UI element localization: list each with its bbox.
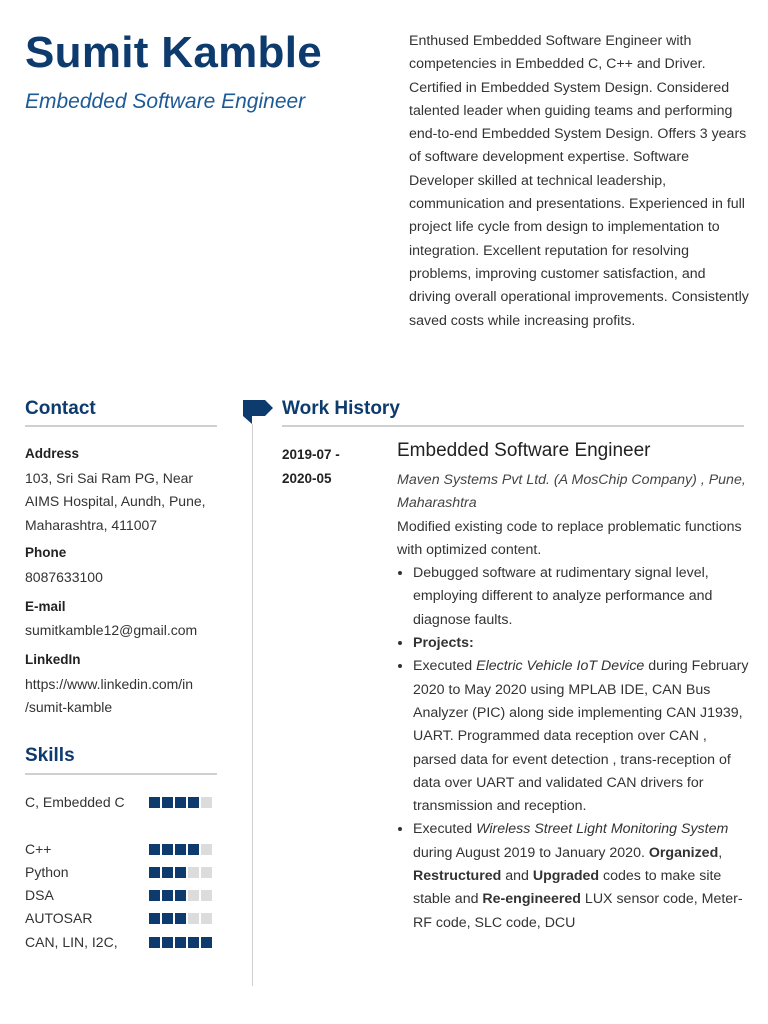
- phone-label: Phone: [25, 545, 67, 560]
- skill-level-bar: [149, 937, 212, 948]
- email-link[interactable]: sumitkamble12@gmail.com: [25, 622, 198, 638]
- skill-level-filled: [162, 937, 173, 948]
- skill-level-bar: [149, 913, 212, 924]
- skill-level-filled: [188, 937, 199, 948]
- skill-level-filled: [175, 797, 186, 808]
- skill-level-empty: [201, 844, 212, 855]
- phone-value[interactable]: 8087633100: [25, 569, 103, 585]
- project-text: Executed: [413, 658, 477, 675]
- skill-name: C, Embedded C: [25, 794, 125, 810]
- skill-level-filled: [175, 937, 186, 948]
- skill-level-filled: [201, 937, 212, 948]
- skill-level-filled: [149, 913, 160, 924]
- skills-heading: Skills: [25, 745, 75, 766]
- skill-level-bar: [149, 867, 212, 878]
- candidate-title: Embedded Software Engineer: [25, 90, 306, 113]
- list-item: [413, 818, 749, 934]
- bold-term: Upgraded: [532, 868, 600, 885]
- linkedin-url-line1: https://www.linkedin.com/in: [25, 676, 194, 692]
- timeline-line: [252, 424, 253, 986]
- project-text: LUX sensor code, Meter-RF code, SLC code, DCU: [413, 891, 743, 931]
- skill-level-empty: [188, 867, 199, 878]
- skill-level-empty: [188, 890, 199, 901]
- project-text: during August 2019 to January 2020.: [413, 844, 649, 861]
- skill-level-empty: [201, 797, 212, 808]
- section-flag-icon: [243, 400, 273, 434]
- skill-level-filled: [162, 844, 173, 855]
- projects-label: Projects:: [413, 635, 474, 652]
- project-text: during February 2020 to May 2020 using MPLAB IDE, CAN Bus Analyzer (PIC) along side implementing CAN J1939, UART. Programmed data reception over CAN , parsed data for event detection , trans-reception of data over UART and validated CAN drivers for transmission and reception.: [413, 658, 749, 815]
- skill-level-filled: [149, 844, 160, 855]
- skill-level-filled: [162, 913, 173, 924]
- project-name: Wireless Street Light Monitoring System: [476, 821, 729, 838]
- contact-divider: [25, 425, 217, 427]
- skill-level-empty: [201, 913, 212, 924]
- candidate-name: Sumit Kamble: [25, 28, 322, 77]
- skill-level-bar: [149, 890, 212, 901]
- address-label: Address: [25, 446, 80, 461]
- contact-heading: Contact: [25, 398, 96, 419]
- skill-level-empty: [201, 867, 212, 878]
- skill-level-empty: [201, 890, 212, 901]
- project-text: codes to make site stable and: [413, 868, 722, 908]
- bold-term: Organized: [648, 844, 719, 861]
- skill-level-filled: [162, 797, 173, 808]
- skill-name: AUTOSAR: [25, 910, 93, 926]
- linkedin-link[interactable]: [25, 673, 220, 720]
- address-value: 103, Sri Sai Ram PG, Near AIMS Hospital, Aundh, Pune, Maharashtra, 411007: [25, 470, 206, 533]
- skills-divider: [25, 773, 217, 775]
- job-bullets: [397, 562, 749, 935]
- job-dates: [282, 443, 340, 491]
- skill-level-filled: [149, 890, 160, 901]
- list-item: • Debugged software at rudimentary signal level, employing different to analyze performance and diagnose faults.: [413, 562, 749, 632]
- skill-level-filled: [175, 913, 186, 924]
- project-text: ,: [718, 844, 723, 861]
- project-name: Electric Vehicle IoT Device: [476, 658, 645, 675]
- skill-level-filled: [188, 797, 199, 808]
- job-details: [397, 469, 749, 935]
- skill-level-filled: [162, 867, 173, 878]
- job-date-start: 2019-07 -: [282, 447, 340, 462]
- skill-name: Python: [25, 864, 69, 880]
- job-intro: Modified existing code to replace problematic functions with optimized content.: [397, 518, 742, 558]
- job-company: Maven Systems Pvt Ltd. (A MosChip Company) , Pune, Maharashtra: [397, 472, 746, 512]
- skill-level-filled: [175, 844, 186, 855]
- skill-level-bar: [149, 844, 212, 855]
- skill-name: DSA: [25, 887, 54, 903]
- skill-level-filled: [175, 890, 186, 901]
- skill-name: CAN, LIN, I2C,: [25, 934, 118, 950]
- skill-level-filled: [188, 844, 199, 855]
- bold-term: Restructured: [413, 868, 502, 885]
- linkedin-label: LinkedIn: [25, 652, 81, 667]
- skill-level-filled: [175, 867, 186, 878]
- job-title: Embedded Software Engineer: [397, 440, 651, 461]
- list-item: [413, 632, 749, 655]
- job-date-end: 2020-05: [282, 471, 332, 486]
- list-item: [413, 655, 749, 818]
- email-label: E-mail: [25, 599, 66, 614]
- skill-level-filled: [149, 797, 160, 808]
- skill-name: C++: [25, 841, 52, 857]
- linkedin-url-line2: /sumit-kamble: [25, 699, 113, 716]
- work-history-heading: Work History: [282, 398, 400, 419]
- skill-level-filled: [162, 890, 173, 901]
- professional-summary: Enthused Embedded Software Engineer with competencies in Embedded C, C++ and Driver. Certified in Embedded System Design. Considered talented leader when guiding teams and performing end-to-end Embedded System Design. Offers 3 years of software development expertise. Software Developer skilled at technical leadership, communication and presentations. Experienced in full project life cycle from design to implementation to integration. Excellent reputation for resolving problems, improving customer satisfaction, and driving overall operational improvements. Consistently saved costs while increasing profits.: [409, 33, 749, 329]
- skill-level-filled: [149, 937, 160, 948]
- project-text: and: [501, 868, 533, 885]
- project-text: Executed: [413, 821, 477, 838]
- bold-term: Re-engineered: [482, 891, 581, 908]
- skill-level-bar: [149, 797, 212, 808]
- skill-level-filled: [149, 867, 160, 878]
- skill-level-empty: [188, 913, 199, 924]
- work-history-divider: [282, 425, 744, 427]
